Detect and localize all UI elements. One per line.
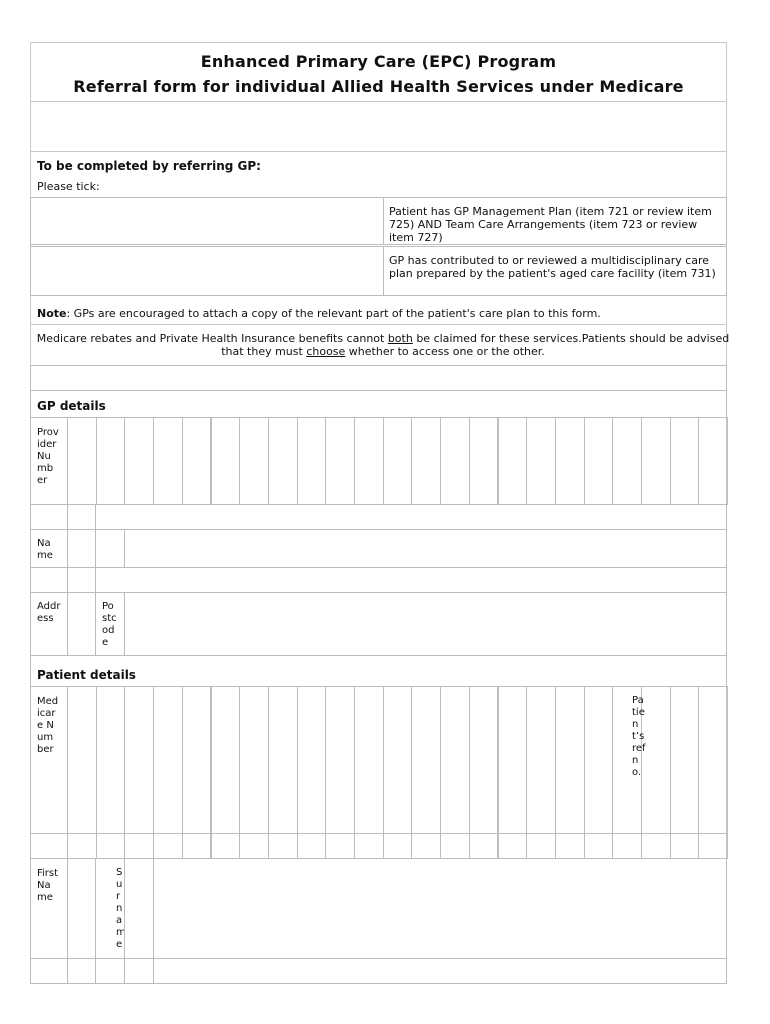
patient-spacer-cell[interactable] [297,833,327,859]
provider-digit-cell[interactable] [383,417,413,505]
final-row-d [124,958,154,984]
first-name-field[interactable] [67,858,96,959]
patient-spacer-cell[interactable] [67,833,97,859]
medicare-digit-cell[interactable] [239,686,269,834]
patient-spacer-cell[interactable] [383,833,413,859]
final-row-a [30,958,68,984]
surname-field[interactable] [124,858,154,959]
patient-spacer-cell[interactable] [239,833,269,859]
provider-digit-cell[interactable] [670,417,700,505]
gp-section-heading: To be completed by referring GP: [37,159,261,173]
final-row-e[interactable] [153,958,727,984]
provider-digit-cell[interactable] [211,417,241,505]
medicare-digit-cell[interactable] [498,686,528,834]
rebate-text-1: Medicare rebates and Private Health Insurance benefits cannot [36,332,388,345]
provider-digit-cell[interactable] [612,417,642,505]
gp-spacer-2b [67,567,96,593]
patient-spacer-cell[interactable] [498,833,528,859]
gp-spacer-1a [30,504,68,530]
medicare-digit-cell[interactable] [584,686,614,834]
patient-spacer-cell[interactable] [555,833,585,859]
gp-postcode-label: Postcode [102,601,117,648]
medicare-digit-cell[interactable] [124,686,154,834]
medicare-digit-cell[interactable] [211,686,241,834]
medicare-digit-cell[interactable] [411,686,441,834]
medicare-digit-cell[interactable] [325,686,355,834]
medicare-number-label: Medicare Number [37,696,59,755]
patient-spacer-cell[interactable] [96,833,126,859]
option1-checkbox-cell[interactable] [30,197,384,245]
note-label: Note [37,307,67,320]
surname-label: Surname [116,867,126,950]
medicare-digit-cell[interactable] [469,686,499,834]
medicare-digit-cell[interactable] [440,686,470,834]
patient-spacer-cell[interactable] [698,833,728,859]
provider-digit-cell[interactable] [498,417,528,505]
provider-digit-cell[interactable] [124,417,154,505]
rebate-notice [36,332,730,358]
rebate-both: both [387,332,413,345]
medicare-digit-cell[interactable] [153,686,183,834]
patient-details-heading: Patient details [37,668,136,682]
provider-digit-cell[interactable] [182,417,212,505]
blank-field-top[interactable] [30,101,727,152]
provider-digit-cell[interactable] [67,417,97,505]
patient-spacer-cell[interactable] [354,833,384,859]
provider-digit-cell[interactable] [584,417,614,505]
patient-spacer-cell[interactable] [153,833,183,859]
patient-ref-label: Patient’s ref no. [632,695,646,778]
final-row-c [95,958,125,984]
patient-spacer-label-cell [30,833,68,859]
patient-spacer-cell[interactable] [124,833,154,859]
provider-digit-cell[interactable] [325,417,355,505]
provider-digit-cell[interactable] [698,417,728,505]
patient-spacer-cell[interactable] [440,833,470,859]
name-cell-a [67,529,96,568]
final-row-b [67,958,96,984]
patient-spacer-cell[interactable] [670,833,700,859]
blank-row[interactable] [30,365,727,391]
medicare-digit-cell[interactable] [555,686,585,834]
first-name-label: First Name [37,868,59,903]
provider-digit-cell[interactable] [239,417,269,505]
rebate-text-2: be claimed for these services.Patients should be advised that they must [221,332,730,358]
medicare-digit-cell[interactable] [182,686,212,834]
gp-spacer-1c [95,504,727,530]
postcode-field[interactable] [124,592,727,656]
option2-checkbox-cell[interactable] [30,246,384,296]
medicare-digit-cell[interactable] [297,686,327,834]
rebate-text-3: whether to access one or the other. [345,345,545,358]
patient-spacer-cell[interactable] [641,833,671,859]
rebate-choose: choose [306,345,346,358]
medicare-digit-cell[interactable] [96,686,126,834]
patient-spacer-cell[interactable] [469,833,499,859]
provider-digit-cell[interactable] [354,417,384,505]
patient-name-field[interactable] [153,858,727,959]
provider-digit-cell[interactable] [268,417,298,505]
option1-text: Patient has GP Management Plan (item 721 or review item 725) AND Team Care Arrangements (item 723 or review item 727) [389,205,712,244]
provider-digit-cell[interactable] [297,417,327,505]
provider-digit-cell[interactable] [641,417,671,505]
medicare-digit-cell[interactable] [698,686,728,834]
provider-digit-cell[interactable] [96,417,126,505]
gp-name-field[interactable] [124,529,727,568]
gp-details-heading: GP details [37,399,106,413]
medicare-digit-cell[interactable] [67,686,97,834]
address-field[interactable] [67,592,96,656]
medicare-digit-cell[interactable] [670,686,700,834]
please-tick-label: Please tick: [37,180,100,193]
provider-digit-cell[interactable] [555,417,585,505]
patient-spacer-cell[interactable] [268,833,298,859]
provider-digit-cell[interactable] [411,417,441,505]
gp-spacer-2c [95,567,727,593]
patient-spacer-cell[interactable] [182,833,212,859]
form-subtitle: Referral form for individual Allied Health Services under Medicare [73,77,684,96]
note [37,307,727,320]
gp-spacer-1b [67,504,96,530]
patient-spacer-cell[interactable] [584,833,614,859]
provider-digit-cell[interactable] [440,417,470,505]
patient-spacer-cell[interactable] [211,833,241,859]
patient-spacer-cell[interactable] [612,833,642,859]
patient-spacer-cell[interactable] [526,833,556,859]
gp-details-header-row [30,390,727,418]
medicare-digit-cell[interactable] [268,686,298,834]
medicare-digit-cell[interactable] [354,686,384,834]
provider-digit-cell[interactable] [469,417,499,505]
gp-spacer-2a [30,567,68,593]
provider-number-label: Provider Number [37,427,59,486]
note-divider [30,324,727,325]
form-title: Enhanced Primary Care (EPC) Program [200,52,557,71]
medicare-digit-cell[interactable] [526,686,556,834]
name-cell-b [95,529,125,568]
gp-name-label: Name [37,538,53,561]
provider-digit-cell[interactable] [153,417,183,505]
provider-digit-cell[interactable] [526,417,556,505]
medicare-digit-cell[interactable] [383,686,413,834]
patient-spacer-cell[interactable] [411,833,441,859]
option2-text: GP has contributed to or reviewed a multidisciplinary care plan prepared by the patient's aged care facility (item 731) [389,254,716,280]
note-text: : GPs are encouraged to attach a copy of the relevant part of the patient's care plan to this form. [66,307,601,320]
gp-address-label: Address [37,601,61,624]
patient-spacer-cell[interactable] [325,833,355,859]
